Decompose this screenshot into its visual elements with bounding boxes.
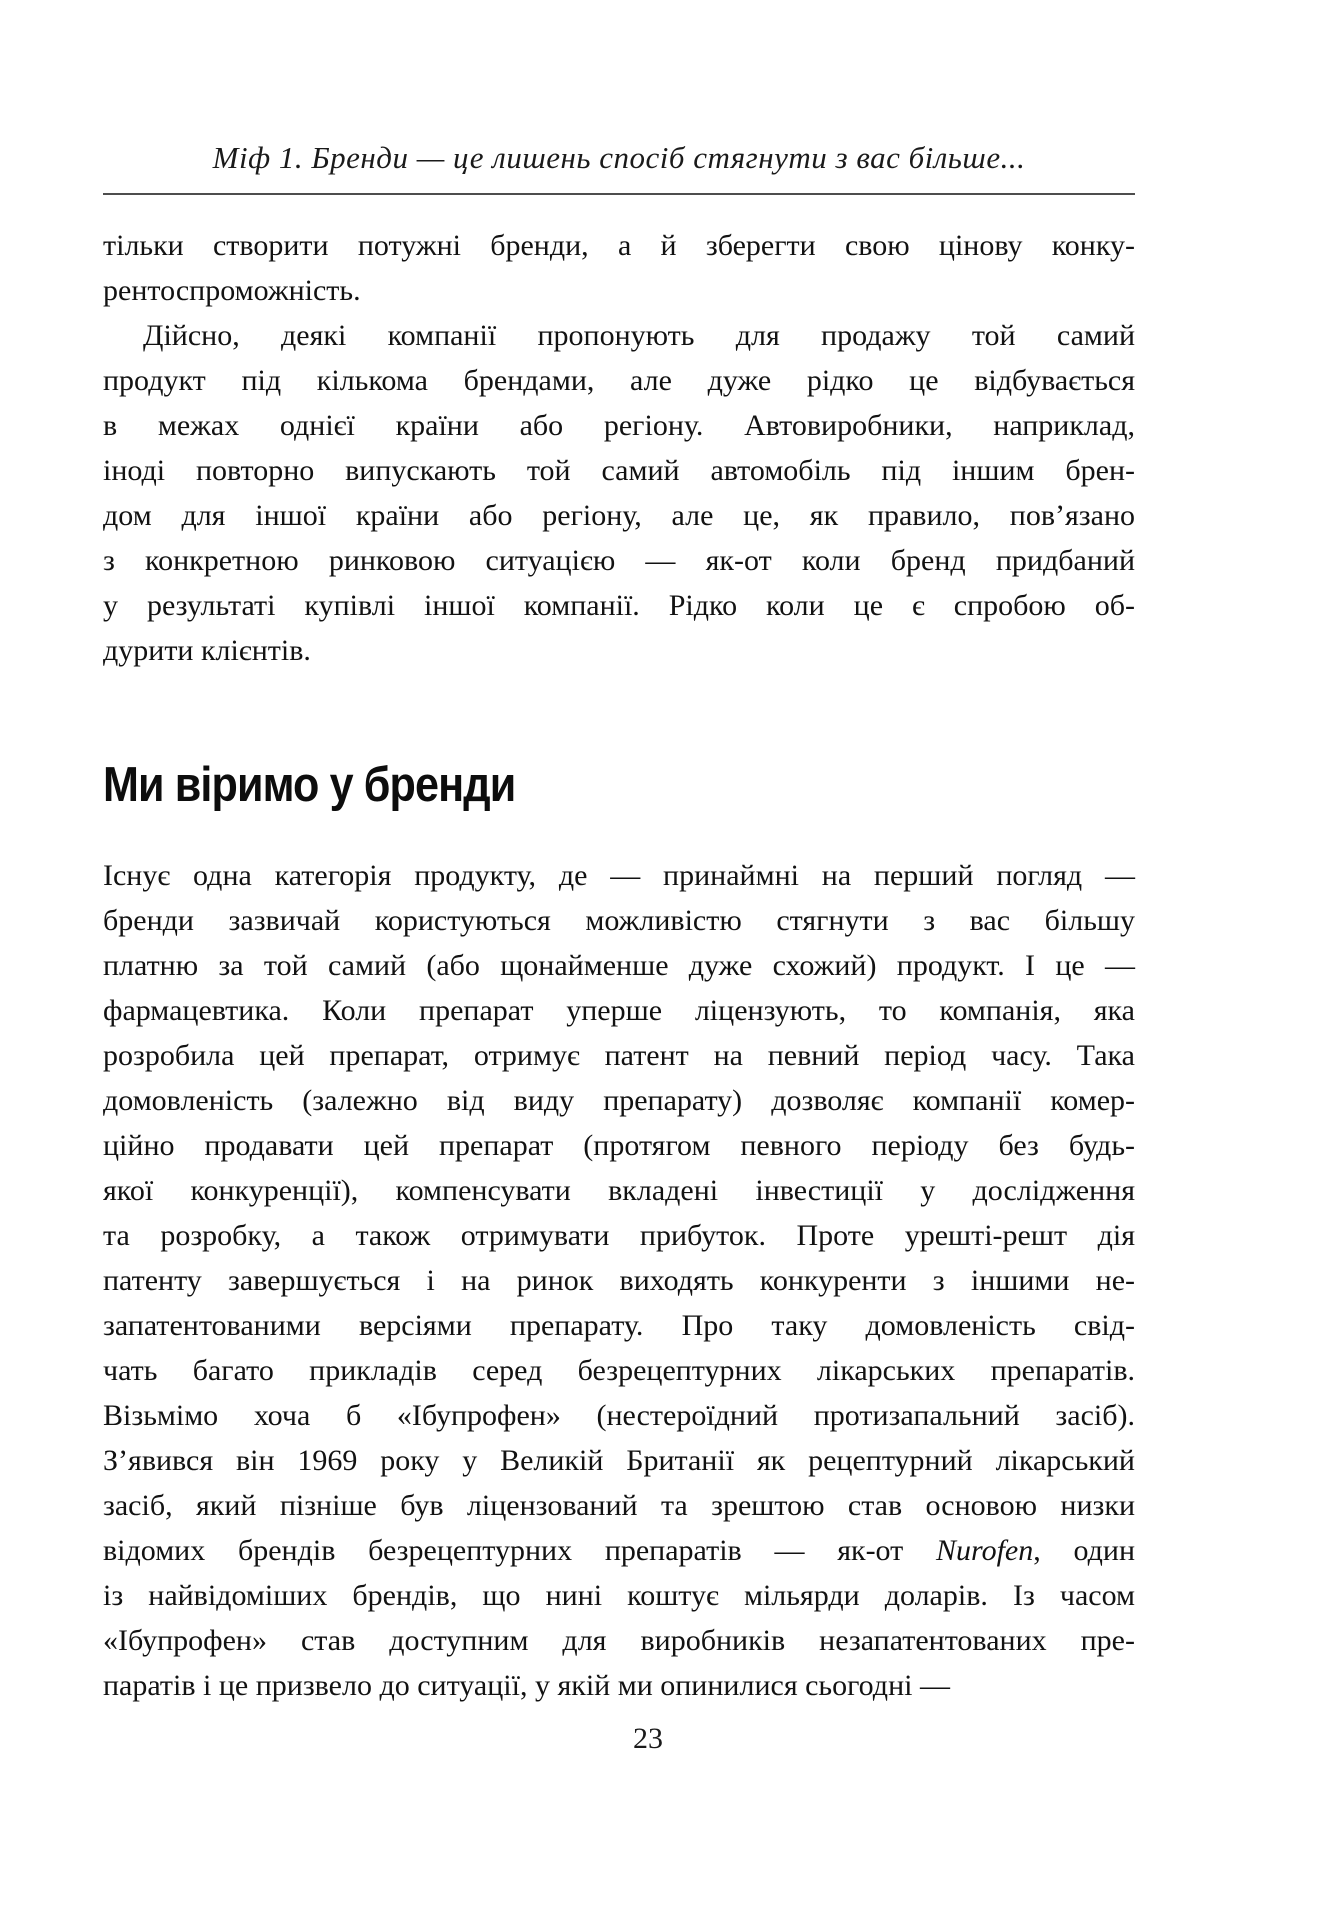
text-line: та розробку, а також отримувати прибуток. Проте урешті-решт дія (103, 1219, 1135, 1252)
text-line: продукт під кількома брендами, але дуже рідко це відбувається (103, 364, 1135, 397)
text-line: патенту завершується і на ринок виходять конкуренти з іншими не- (103, 1264, 1135, 1297)
text-line: із найвідоміших брендів, що нині коштує мільярди доларів. Із часом (103, 1579, 1135, 1612)
paragraph-pharma-brands (103, 853, 1135, 1708)
text-line: дурити клієнтів. (103, 634, 311, 667)
text-line: якої конкуренції), компенсувати вкладені інвестиції у дослідження (103, 1174, 1135, 1207)
text-line: Дійсно, деякі компанії пропонують для продажу той самий (143, 319, 1135, 352)
text-line: засіб, який пізніше був ліцензований та зрештою став основою низки (103, 1489, 1135, 1522)
text-line: рентоспроможність. (103, 274, 361, 307)
text-line: Існує одна категорія продукту, де — принаймні на перший погляд — (103, 859, 1135, 892)
paragraph-companies-brands (103, 313, 1135, 673)
text-line: паратів і це призвело до ситуації, у якій ми опинилися сьогодні — (103, 1669, 950, 1702)
section-heading: Ми віримо у бренди (103, 758, 516, 812)
paragraph-continuation (103, 223, 1135, 313)
text-line: іноді повторно випускають той самий автомобіль під іншим брен- (103, 454, 1135, 487)
text-line: у результаті купівлі іншої компанії. Рідко коли це є спробою об- (103, 589, 1135, 622)
text-line: Візьмімо хоча б «Ібупрофен» (нестероїдний протизапальний засіб). (103, 1399, 1135, 1432)
text-line: тільки створити потужні бренди, а й зберегти свою цінову конку- (103, 229, 1135, 262)
text-line: дом для іншої країни або регіону, але це, як правило, пов’язано (103, 499, 1135, 532)
text-line: запатентованими версіями препарату. Про таку домовленість свід- (103, 1309, 1135, 1342)
text-line: домовленість (залежно від виду препарату) дозволяє компанії комер- (103, 1084, 1135, 1117)
text-line: чать багато прикладів серед безрецептурних лікарських препаратів. (103, 1354, 1135, 1387)
text-line: платню за той самий (або щонайменше дуже схожий) продукт. І це — (103, 949, 1135, 982)
text-line: ційно продавати цей препарат (протягом певного періоду без будь- (103, 1129, 1135, 1162)
running-header-title: Міф 1. Бренди — це лишень спосіб стягнути з вас більше... (212, 140, 1026, 175)
text-line: «Ібупрофен» став доступним для виробників незапатентованих пре- (103, 1624, 1135, 1657)
page-number: 23 (633, 1722, 663, 1755)
text-line: відомих брендів безрецептурних препаратів — як-от Nurofen, один (103, 1534, 1135, 1567)
text-line: розробила цей препарат, отримує патент на певний період часу. Така (103, 1039, 1135, 1072)
text-line: з конкретною ринковою ситуацією — як-от коли бренд придбаний (103, 544, 1135, 577)
header-rule (103, 193, 1135, 195)
text-line: бренди зазвичай користуються можливістю стягнути з вас більшу (103, 904, 1135, 937)
text-line: фармацевтика. Коли препарат уперше ліцензують, то компанія, яка (103, 994, 1135, 1027)
text-line: З’явився він 1969 року у Великій Британії як рецептурний лікарський (103, 1444, 1135, 1477)
text-line: в межах однієї країни або регіону. Автовиробники, наприклад, (103, 409, 1135, 442)
